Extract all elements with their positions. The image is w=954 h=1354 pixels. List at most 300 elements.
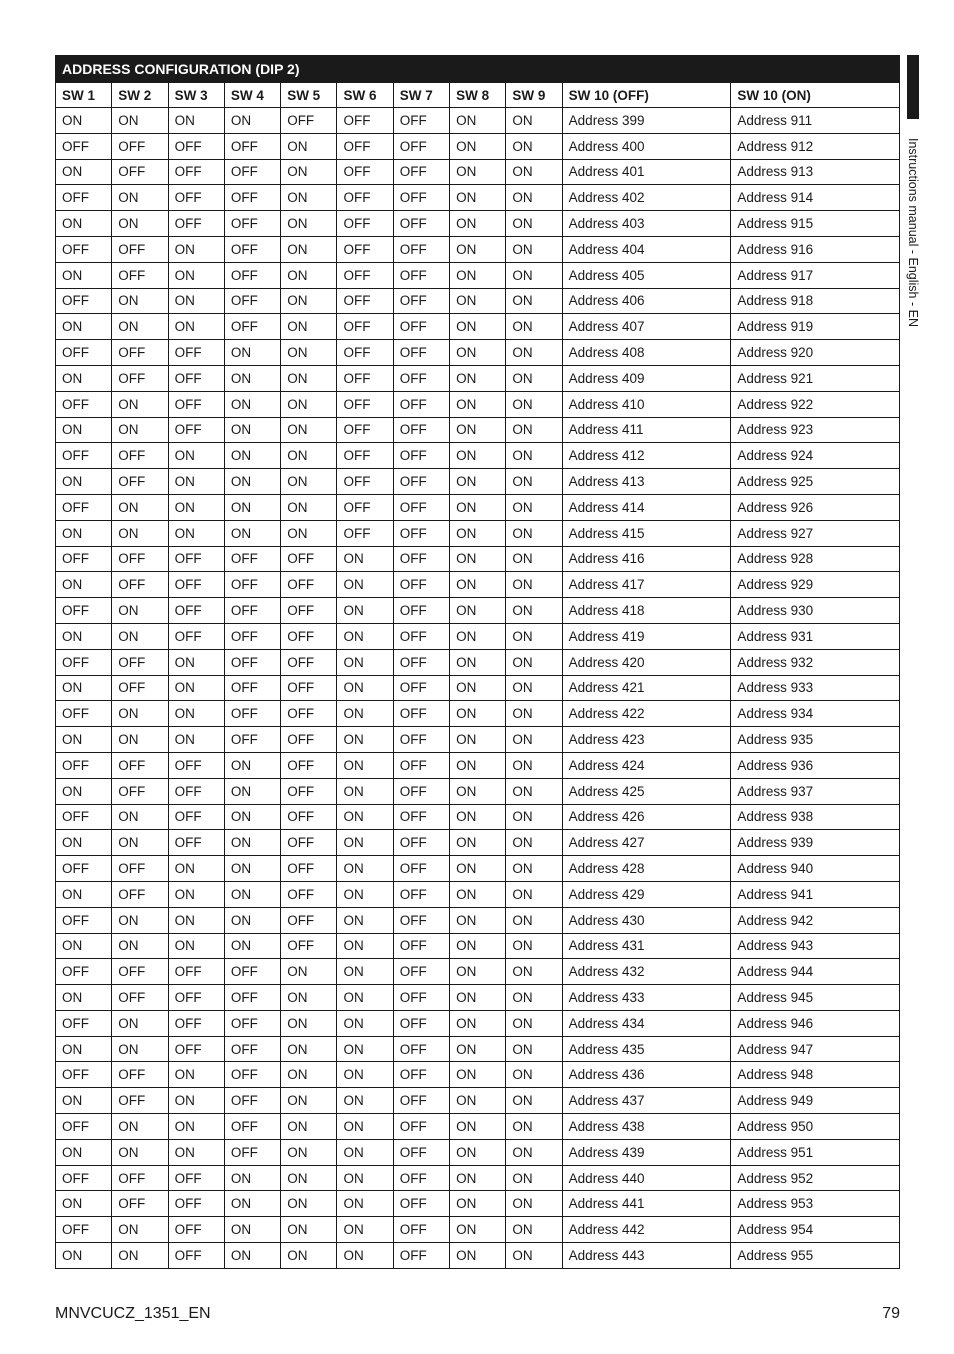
switch-state-cell: ON (281, 1217, 337, 1243)
switch-state-cell: ON (56, 1088, 112, 1114)
switch-state-cell: OFF (393, 1217, 449, 1243)
switch-state-cell: OFF (393, 1139, 449, 1165)
switch-state-cell: OFF (56, 236, 112, 262)
address-cell: Address 923 (731, 417, 900, 443)
switch-state-cell: ON (450, 1010, 506, 1036)
switch-state-cell: OFF (224, 598, 280, 624)
column-header: SW 1 (56, 83, 112, 108)
switch-state-cell: OFF (112, 985, 168, 1011)
address-cell: Address 409 (562, 365, 731, 391)
address-cell: Address 950 (731, 1114, 900, 1140)
switch-state-cell: ON (56, 933, 112, 959)
address-cell: Address 438 (562, 1114, 731, 1140)
switch-state-cell: ON (506, 108, 562, 134)
switch-state-cell: ON (168, 881, 224, 907)
switch-state-cell: OFF (112, 572, 168, 598)
switch-state-cell: ON (224, 494, 280, 520)
switch-state-cell: OFF (168, 1243, 224, 1269)
switch-state-cell: OFF (112, 469, 168, 495)
switch-state-cell: ON (281, 288, 337, 314)
switch-state-cell: OFF (393, 159, 449, 185)
address-cell: Address 415 (562, 520, 731, 546)
switch-state-cell: OFF (56, 1165, 112, 1191)
switch-state-cell: OFF (56, 959, 112, 985)
switch-state-cell: OFF (168, 752, 224, 778)
switch-state-cell: ON (506, 443, 562, 469)
switch-state-cell: ON (56, 881, 112, 907)
switch-state-cell: ON (281, 1191, 337, 1217)
switch-state-cell: OFF (224, 701, 280, 727)
address-cell: Address 426 (562, 804, 731, 830)
table-row (56, 1191, 900, 1217)
table-row (56, 236, 900, 262)
switch-state-cell: ON (450, 262, 506, 288)
switch-state-cell: OFF (224, 727, 280, 753)
switch-state-cell: ON (450, 985, 506, 1011)
switch-state-cell: ON (506, 314, 562, 340)
address-cell: Address 930 (731, 598, 900, 624)
switch-state-cell: OFF (393, 959, 449, 985)
switch-state-cell: ON (224, 856, 280, 882)
switch-state-cell: ON (56, 1243, 112, 1269)
switch-state-cell: OFF (224, 959, 280, 985)
switch-state-cell: ON (112, 108, 168, 134)
switch-state-cell: ON (112, 1010, 168, 1036)
switch-state-cell: OFF (224, 133, 280, 159)
switch-state-cell: ON (281, 417, 337, 443)
footer-document-code: MNVCUCZ_1351_EN (55, 1305, 211, 1322)
switch-state-cell: ON (337, 1139, 393, 1165)
address-cell: Address 937 (731, 778, 900, 804)
switch-state-cell: ON (450, 727, 506, 753)
table-row (56, 340, 900, 366)
switch-state-cell: OFF (168, 1165, 224, 1191)
switch-state-cell: ON (168, 649, 224, 675)
switch-state-cell: OFF (337, 262, 393, 288)
switch-state-cell: OFF (168, 1036, 224, 1062)
switch-state-cell: OFF (393, 340, 449, 366)
switch-state-cell: ON (281, 365, 337, 391)
switch-state-cell: ON (506, 1217, 562, 1243)
switch-state-cell: OFF (337, 391, 393, 417)
switch-state-cell: ON (506, 778, 562, 804)
address-cell: Address 941 (731, 881, 900, 907)
switch-state-cell: ON (224, 469, 280, 495)
switch-state-cell: ON (337, 1036, 393, 1062)
address-config-table-container (55, 55, 900, 1269)
switch-state-cell: OFF (168, 417, 224, 443)
switch-state-cell: OFF (168, 623, 224, 649)
switch-state-cell: OFF (224, 159, 280, 185)
switch-state-cell: OFF (281, 546, 337, 572)
switch-state-cell: ON (281, 520, 337, 546)
switch-state-cell: ON (112, 727, 168, 753)
address-cell: Address 927 (731, 520, 900, 546)
switch-state-cell: OFF (56, 856, 112, 882)
table-row (56, 701, 900, 727)
switch-state-cell: ON (224, 520, 280, 546)
switch-state-cell: OFF (337, 211, 393, 237)
switch-state-cell: ON (506, 1062, 562, 1088)
switch-state-cell: ON (224, 1243, 280, 1269)
switch-state-cell: ON (450, 907, 506, 933)
table-row (56, 520, 900, 546)
switch-state-cell: ON (281, 1114, 337, 1140)
switch-state-cell: ON (450, 108, 506, 134)
switch-state-cell: OFF (112, 365, 168, 391)
table-row (56, 959, 900, 985)
column-header: SW 10 (OFF) (562, 83, 731, 108)
switch-state-cell: ON (506, 675, 562, 701)
switch-state-cell: ON (450, 1114, 506, 1140)
switch-state-cell: ON (450, 701, 506, 727)
switch-state-cell: ON (224, 365, 280, 391)
switch-state-cell: ON (450, 1062, 506, 1088)
switch-state-cell: ON (281, 314, 337, 340)
switch-state-cell: OFF (393, 236, 449, 262)
switch-state-cell: ON (337, 572, 393, 598)
switch-state-cell: ON (168, 520, 224, 546)
switch-state-cell: OFF (281, 701, 337, 727)
switch-state-cell: OFF (393, 1165, 449, 1191)
switch-state-cell: ON (281, 1036, 337, 1062)
address-cell: Address 440 (562, 1165, 731, 1191)
switch-state-cell: OFF (224, 546, 280, 572)
switch-state-cell: ON (224, 933, 280, 959)
switch-state-cell: OFF (56, 1062, 112, 1088)
switch-state-cell: ON (56, 108, 112, 134)
switch-state-cell: ON (506, 546, 562, 572)
address-cell: Address 948 (731, 1062, 900, 1088)
table-row (56, 1010, 900, 1036)
switch-state-cell: ON (337, 959, 393, 985)
switch-state-cell: OFF (224, 236, 280, 262)
switch-state-cell: ON (506, 727, 562, 753)
table-row (56, 649, 900, 675)
switch-state-cell: ON (168, 907, 224, 933)
switch-state-cell: OFF (112, 1165, 168, 1191)
address-cell: Address 434 (562, 1010, 731, 1036)
switch-state-cell: OFF (168, 572, 224, 598)
address-cell: Address 951 (731, 1139, 900, 1165)
switch-state-cell: OFF (393, 365, 449, 391)
switch-state-cell: OFF (393, 985, 449, 1011)
switch-state-cell: OFF (56, 1114, 112, 1140)
address-cell: Address 427 (562, 830, 731, 856)
switch-state-cell: ON (56, 314, 112, 340)
switch-state-cell: ON (506, 1088, 562, 1114)
column-header: SW 7 (393, 83, 449, 108)
switch-state-cell: OFF (337, 108, 393, 134)
table-row (56, 1036, 900, 1062)
switch-state-cell: ON (450, 778, 506, 804)
switch-state-cell: OFF (393, 262, 449, 288)
switch-state-cell: OFF (224, 985, 280, 1011)
switch-state-cell: ON (450, 1165, 506, 1191)
switch-state-cell: ON (112, 314, 168, 340)
address-cell: Address 441 (562, 1191, 731, 1217)
switch-state-cell: OFF (281, 830, 337, 856)
switch-state-cell: OFF (281, 907, 337, 933)
table-row (56, 417, 900, 443)
switch-state-cell: OFF (393, 675, 449, 701)
switch-state-cell: OFF (224, 1114, 280, 1140)
switch-state-cell: OFF (112, 752, 168, 778)
switch-state-cell: ON (168, 1114, 224, 1140)
switch-state-cell: ON (506, 1191, 562, 1217)
address-cell: Address 405 (562, 262, 731, 288)
address-cell: Address 931 (731, 623, 900, 649)
switch-state-cell: OFF (393, 572, 449, 598)
switch-state-cell: ON (281, 1010, 337, 1036)
switch-state-cell: OFF (393, 881, 449, 907)
switch-state-cell: ON (281, 1062, 337, 1088)
switch-state-cell: OFF (281, 804, 337, 830)
switch-state-cell: OFF (56, 133, 112, 159)
address-cell: Address 952 (731, 1165, 900, 1191)
switch-state-cell: ON (337, 727, 393, 753)
switch-state-cell: OFF (168, 985, 224, 1011)
address-cell: Address 933 (731, 675, 900, 701)
address-cell: Address 421 (562, 675, 731, 701)
address-cell: Address 922 (731, 391, 900, 417)
switch-state-cell: OFF (56, 391, 112, 417)
table-row (56, 546, 900, 572)
address-cell: Address 399 (562, 108, 731, 134)
switch-state-cell: OFF (168, 598, 224, 624)
switch-state-cell: ON (337, 985, 393, 1011)
switch-state-cell: OFF (168, 959, 224, 985)
address-cell: Address 406 (562, 288, 731, 314)
switch-state-cell: OFF (281, 572, 337, 598)
switch-state-cell: ON (450, 752, 506, 778)
address-cell: Address 430 (562, 907, 731, 933)
switch-state-cell: ON (168, 443, 224, 469)
address-cell: Address 917 (731, 262, 900, 288)
switch-state-cell: ON (56, 211, 112, 237)
switch-state-cell: ON (112, 907, 168, 933)
switch-state-cell: OFF (224, 1036, 280, 1062)
switch-state-cell: OFF (393, 494, 449, 520)
switch-state-cell: ON (450, 675, 506, 701)
switch-state-cell: ON (168, 108, 224, 134)
address-cell: Address 408 (562, 340, 731, 366)
switch-state-cell: OFF (168, 365, 224, 391)
switch-state-cell: OFF (281, 649, 337, 675)
switch-state-cell: OFF (393, 752, 449, 778)
switch-state-cell: OFF (224, 1139, 280, 1165)
switch-state-cell: ON (506, 159, 562, 185)
switch-state-cell: OFF (224, 1088, 280, 1114)
switch-state-cell: OFF (393, 804, 449, 830)
switch-state-cell: OFF (393, 856, 449, 882)
table-row (56, 727, 900, 753)
switch-state-cell: OFF (337, 469, 393, 495)
switch-state-cell: ON (506, 133, 562, 159)
address-cell: Address 920 (731, 340, 900, 366)
address-cell: Address 924 (731, 443, 900, 469)
switch-state-cell: OFF (281, 623, 337, 649)
switch-state-cell: OFF (393, 623, 449, 649)
switch-state-cell: ON (506, 649, 562, 675)
table-title: ADDRESS CONFIGURATION (DIP 2) (56, 56, 900, 83)
switch-state-cell: OFF (112, 546, 168, 572)
address-cell: Address 911 (731, 108, 900, 134)
switch-state-cell: ON (281, 1165, 337, 1191)
switch-state-cell: ON (506, 856, 562, 882)
table-row (56, 778, 900, 804)
switch-state-cell: ON (337, 649, 393, 675)
switch-state-cell: ON (506, 752, 562, 778)
address-cell: Address 919 (731, 314, 900, 340)
table-row (56, 1088, 900, 1114)
address-cell: Address 945 (731, 985, 900, 1011)
switch-state-cell: OFF (112, 778, 168, 804)
switch-state-cell: ON (112, 623, 168, 649)
table-row (56, 159, 900, 185)
address-cell: Address 916 (731, 236, 900, 262)
table-row (56, 469, 900, 495)
switch-state-cell: ON (450, 1036, 506, 1062)
switch-state-cell: OFF (281, 675, 337, 701)
switch-state-cell: OFF (56, 1010, 112, 1036)
switch-state-cell: OFF (224, 572, 280, 598)
switch-state-cell: ON (337, 546, 393, 572)
switch-state-cell: ON (56, 469, 112, 495)
switch-state-cell: ON (506, 340, 562, 366)
switch-state-cell: ON (112, 1243, 168, 1269)
switch-state-cell: OFF (112, 1062, 168, 1088)
switch-state-cell: ON (450, 649, 506, 675)
switch-state-cell: ON (506, 933, 562, 959)
table-row (56, 314, 900, 340)
switch-state-cell: ON (450, 1191, 506, 1217)
switch-state-cell: ON (450, 830, 506, 856)
switch-state-cell: ON (337, 1217, 393, 1243)
switch-state-cell: ON (112, 288, 168, 314)
address-cell: Address 944 (731, 959, 900, 985)
switch-state-cell: ON (506, 494, 562, 520)
switch-state-cell: ON (506, 881, 562, 907)
switch-state-cell: ON (112, 520, 168, 546)
switch-state-cell: OFF (337, 314, 393, 340)
address-cell: Address 403 (562, 211, 731, 237)
switch-state-cell: ON (112, 1114, 168, 1140)
switch-state-cell: OFF (56, 907, 112, 933)
address-config-table (55, 55, 900, 1269)
switch-state-cell: OFF (281, 752, 337, 778)
switch-state-cell: ON (56, 675, 112, 701)
switch-state-cell: ON (506, 985, 562, 1011)
switch-state-cell: ON (506, 1010, 562, 1036)
switch-state-cell: ON (337, 752, 393, 778)
address-cell: Address 943 (731, 933, 900, 959)
address-cell: Address 437 (562, 1088, 731, 1114)
address-cell: Address 913 (731, 159, 900, 185)
address-cell: Address 946 (731, 1010, 900, 1036)
address-cell: Address 949 (731, 1088, 900, 1114)
switch-state-cell: OFF (337, 443, 393, 469)
switch-state-cell: OFF (112, 236, 168, 262)
switch-state-cell: ON (168, 469, 224, 495)
switch-state-cell: OFF (393, 1088, 449, 1114)
table-row (56, 185, 900, 211)
switch-state-cell: ON (337, 881, 393, 907)
switch-state-cell: ON (112, 1139, 168, 1165)
address-cell: Address 940 (731, 856, 900, 882)
switch-state-cell: ON (450, 469, 506, 495)
switch-state-cell: OFF (56, 340, 112, 366)
address-cell: Address 934 (731, 701, 900, 727)
switch-state-cell: OFF (337, 236, 393, 262)
address-cell: Address 401 (562, 159, 731, 185)
switch-state-cell: ON (112, 185, 168, 211)
switch-state-cell: OFF (393, 520, 449, 546)
switch-state-cell: OFF (281, 778, 337, 804)
table-row (56, 933, 900, 959)
table-row (56, 856, 900, 882)
switch-state-cell: OFF (56, 804, 112, 830)
switch-state-cell: ON (450, 1217, 506, 1243)
switch-state-cell: ON (281, 211, 337, 237)
switch-state-cell: ON (450, 804, 506, 830)
address-cell: Address 435 (562, 1036, 731, 1062)
table-row (56, 1139, 900, 1165)
switch-state-cell: ON (112, 1217, 168, 1243)
switch-state-cell: OFF (281, 727, 337, 753)
switch-state-cell: OFF (393, 417, 449, 443)
switch-state-cell: ON (506, 1139, 562, 1165)
address-cell: Address 425 (562, 778, 731, 804)
switch-state-cell: OFF (337, 185, 393, 211)
address-cell: Address 436 (562, 1062, 731, 1088)
switch-state-cell: OFF (393, 546, 449, 572)
switch-state-cell: ON (281, 236, 337, 262)
switch-state-cell: OFF (112, 262, 168, 288)
switch-state-cell: OFF (112, 1088, 168, 1114)
address-cell: Address 433 (562, 985, 731, 1011)
switch-state-cell: ON (506, 907, 562, 933)
switch-state-cell: ON (337, 933, 393, 959)
switch-state-cell: ON (337, 1191, 393, 1217)
switch-state-cell: ON (450, 598, 506, 624)
switch-state-cell: OFF (224, 185, 280, 211)
switch-state-cell: OFF (393, 727, 449, 753)
address-cell: Address 955 (731, 1243, 900, 1269)
switch-state-cell: ON (450, 185, 506, 211)
table-row (56, 1062, 900, 1088)
switch-state-cell: ON (337, 1088, 393, 1114)
switch-state-cell: ON (112, 804, 168, 830)
switch-state-cell: ON (112, 1036, 168, 1062)
switch-state-cell: ON (56, 727, 112, 753)
table-row (56, 752, 900, 778)
address-cell: Address 942 (731, 907, 900, 933)
switch-state-cell: OFF (112, 133, 168, 159)
switch-state-cell: ON (56, 1191, 112, 1217)
switch-state-cell: ON (506, 417, 562, 443)
switch-state-cell: OFF (56, 185, 112, 211)
address-cell: Address 932 (731, 649, 900, 675)
switch-state-cell: OFF (393, 598, 449, 624)
switch-state-cell: ON (506, 701, 562, 727)
switch-state-cell: OFF (56, 443, 112, 469)
switch-state-cell: ON (337, 804, 393, 830)
switch-state-cell: ON (450, 1243, 506, 1269)
switch-state-cell: ON (450, 443, 506, 469)
switch-state-cell: ON (337, 1062, 393, 1088)
column-header: SW 3 (168, 83, 224, 108)
